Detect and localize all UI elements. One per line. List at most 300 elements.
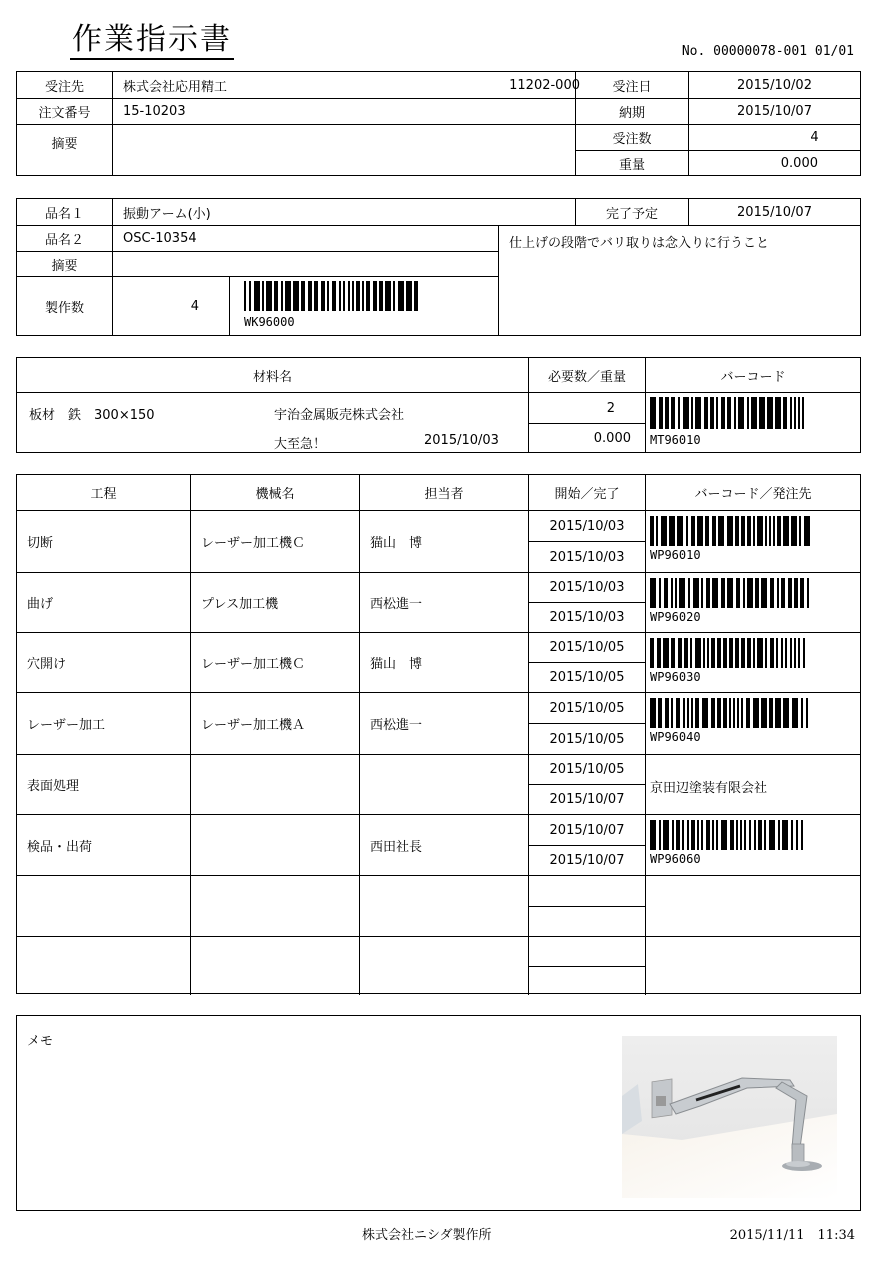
order-date-label: 受注日: [575, 72, 688, 98]
barcode-bar-20: [770, 638, 774, 668]
customer-name: 株式会社応用精工: [112, 72, 432, 98]
process-barcode-cell: [645, 875, 860, 936]
process-start-date: [528, 875, 645, 906]
process-barcode-cell: [645, 936, 860, 995]
barcode-bar-0: [244, 281, 246, 311]
process-start-date: 2015/10/05: [528, 692, 645, 723]
process-step: [17, 936, 190, 995]
barcode-bar-7: [691, 820, 695, 850]
barcode-bar-2: [665, 397, 669, 429]
process-step: 穴開け: [17, 632, 190, 692]
barcode-bar-9: [710, 397, 714, 429]
barcode-bar-1: [658, 698, 662, 728]
customer-label: 受注先: [44, 79, 84, 95]
barcode-bar-25: [806, 698, 808, 728]
barcode-bar-7: [693, 578, 699, 608]
barcode-bar-24: [801, 698, 803, 728]
process-barcode-cell: [645, 510, 860, 572]
barcode-bar-1: [659, 578, 661, 608]
barcode-bar-10: [706, 820, 710, 850]
process-header-dates: 開始／完了: [528, 475, 645, 510]
material-section: [16, 357, 861, 453]
barcode-bar-7: [695, 638, 701, 668]
barcode-bar-13: [736, 578, 740, 608]
barcode-bar-6: [688, 578, 690, 608]
barcode-bar-6: [687, 698, 689, 728]
barcode-bar-8: [704, 397, 708, 429]
barcode-bar-15: [747, 578, 753, 608]
process-end-date: 2015/10/05: [528, 723, 645, 754]
material-barcode-bars: [650, 397, 810, 429]
barcode-bar-16: [740, 820, 742, 850]
process-end-date: 2015/10/07: [528, 845, 645, 875]
process-barcode-text: WP96060: [650, 852, 701, 866]
material-qty: 2: [528, 392, 645, 423]
complete-date: 2015/10/07: [688, 199, 860, 225]
barcode-bar-22: [791, 516, 797, 546]
barcode-bar-0: [650, 516, 654, 546]
barcode-bar-27: [801, 820, 803, 850]
barcode-bar-3: [669, 516, 675, 546]
process-barcode-text: WP96040: [650, 730, 701, 744]
barcode-bar-1: [656, 516, 658, 546]
barcode-bar-17: [348, 281, 350, 311]
barcode-bar-21: [788, 578, 792, 608]
barcode-bar-19: [765, 638, 767, 668]
process-machine: [190, 875, 359, 936]
material-supplier: 宇治金属販売株式会社: [274, 408, 405, 423]
barcode-bar-10: [308, 281, 312, 311]
process-barcode-bars: [650, 516, 810, 546]
barcode-bar-1: [657, 638, 661, 668]
process-step: [17, 875, 190, 936]
barcode-bar-19: [775, 397, 781, 429]
process-barcode-bars: [650, 820, 810, 850]
material-header-name: 材料名: [252, 369, 292, 385]
barcode-bar-12: [735, 516, 739, 546]
process-person: 猫山 博: [359, 510, 528, 572]
process-start-date: 2015/10/03: [528, 510, 645, 541]
barcode-bar-0: [650, 397, 656, 429]
barcode-bar-4: [676, 698, 680, 728]
barcode-bar-15: [753, 516, 755, 546]
barcode-bar-26: [796, 820, 798, 850]
barcode-bar-19: [356, 281, 360, 311]
barcode-bar-22: [781, 638, 783, 668]
barcode-bar-1: [659, 820, 661, 850]
barcode-bar-2: [664, 578, 668, 608]
barcode-bar-3: [671, 638, 675, 668]
barcode-bar-16: [343, 281, 345, 311]
material-urgent: 大至急！: [274, 437, 327, 452]
barcode-bar-23: [778, 820, 780, 850]
barcode-bar-5: [684, 638, 688, 668]
order-summary: [112, 124, 575, 175]
process-barcode-text: WP96010: [650, 548, 701, 562]
barcode-bar-20: [777, 516, 781, 546]
barcode-bar-17: [746, 698, 750, 728]
barcode-bar-6: [690, 638, 692, 668]
barcode-bar-14: [735, 638, 739, 668]
barcode-bar-1: [249, 281, 251, 311]
process-end-date: 2015/10/07: [528, 784, 645, 814]
barcode-bar-17: [761, 578, 767, 608]
make-qty: 4: [112, 276, 229, 335]
barcode-bar-2: [665, 698, 669, 728]
process-section: [16, 474, 861, 994]
barcode-bar-20: [362, 281, 364, 311]
process-header-machine: 機械名: [190, 475, 359, 510]
process-end-date: 2015/10/05: [528, 662, 645, 692]
document-title: 作業指示書: [70, 22, 234, 60]
barcode-bar-2: [663, 638, 669, 668]
barcode-bar-23: [799, 516, 801, 546]
barcode-bar-17: [744, 820, 746, 850]
barcode-bar-4: [677, 516, 683, 546]
barcode-bar-5: [274, 281, 278, 311]
process-barcode-cell: [645, 632, 860, 692]
barcode-bar-6: [691, 397, 693, 429]
process-machine: [190, 936, 359, 995]
product-note: 仕上げの段階でバリ取りは念入りに行うこと: [498, 225, 860, 335]
barcode-bar-8: [697, 820, 699, 850]
barcode-bar-13: [721, 820, 727, 850]
barcode-bar-2: [254, 281, 260, 311]
process-barcode-bars: [650, 578, 810, 608]
barcode-bar-11: [721, 397, 725, 429]
barcode-bar-7: [697, 516, 703, 546]
process-start-date: [528, 936, 645, 966]
process-step: 検品・出荷: [17, 814, 190, 875]
barcode-bar-21: [366, 281, 370, 311]
barcode-bar-10: [716, 397, 718, 429]
process-machine: [190, 754, 359, 814]
barcode-bar-23: [800, 578, 804, 608]
barcode-bar-9: [701, 820, 703, 850]
process-barcode-cell: [645, 692, 860, 754]
po-label: 注文番号: [17, 98, 112, 124]
barcode-bar-19: [777, 578, 779, 608]
barcode-bar-25: [393, 281, 395, 311]
barcode-bar-3: [671, 397, 675, 429]
barcode-bar-24: [782, 820, 788, 850]
barcode-bar-6: [281, 281, 283, 311]
process-barcode-text: WP96030: [650, 670, 701, 684]
barcode-bar-20: [781, 578, 785, 608]
barcode-bar-4: [266, 281, 272, 311]
barcode-bar-3: [671, 698, 673, 728]
product-summary: [112, 251, 498, 276]
barcode-bar-14: [738, 397, 744, 429]
barcode-bar-20: [769, 698, 773, 728]
process-machine: レーザー加工機Ｃ: [190, 632, 359, 692]
barcode-bar-14: [730, 820, 734, 850]
barcode-bar-16: [751, 397, 757, 429]
product-name1: 振動アーム(小): [112, 199, 575, 225]
barcode-bar-21: [776, 638, 778, 668]
barcode-bar-22: [794, 397, 796, 429]
process-machine: プレス加工機: [190, 572, 359, 632]
barcode-bar-12: [321, 281, 325, 311]
memo-label: メモ: [27, 1034, 54, 1049]
barcode-bar-16: [741, 698, 743, 728]
product-summary-label: 摘要: [17, 251, 112, 276]
product-section: [16, 198, 861, 336]
barcode-bar-7: [285, 281, 291, 311]
order-date: 2015/10/02: [688, 72, 860, 98]
barcode-bar-10: [712, 578, 718, 608]
process-person: [359, 754, 528, 814]
barcode-bar-7: [695, 397, 701, 429]
process-machine: レーザー加工機Ａ: [190, 692, 359, 754]
process-person: 西松進一: [359, 572, 528, 632]
barcode-bar-27: [406, 281, 412, 311]
barcode-bar-11: [712, 820, 714, 850]
barcode-bar-18: [770, 578, 774, 608]
barcode-bar-10: [718, 516, 724, 546]
barcode-bar-26: [798, 638, 800, 668]
process-step: 表面処理: [17, 754, 190, 814]
barcode-bar-0: [650, 820, 656, 850]
barcode-bar-14: [733, 698, 735, 728]
process-person: [359, 936, 528, 995]
barcode-bar-15: [737, 698, 739, 728]
barcode-bar-13: [729, 698, 731, 728]
barcode-bar-5: [682, 820, 684, 850]
product-name2-label: 品名２: [17, 225, 112, 251]
barcode-bar-28: [414, 281, 418, 311]
barcode-bar-13: [741, 516, 745, 546]
process-machine: レーザー加工機Ｃ: [190, 510, 359, 572]
document-number: No. 00000078-001 01/01: [681, 44, 854, 59]
order-qty-label: 受注数: [575, 124, 688, 150]
barcode-bar-3: [262, 281, 264, 311]
process-barcode-cell: [645, 814, 860, 875]
barcode-bar-18: [753, 698, 759, 728]
material-weight: 0.000: [528, 423, 645, 452]
barcode-bar-16: [755, 578, 759, 608]
process-start-date: 2015/10/05: [528, 632, 645, 662]
process-barcode-bars: [650, 638, 810, 668]
product-barcode-bars: [244, 281, 419, 311]
product-barcode-text: WK96000: [244, 315, 295, 329]
order-summary-label: 摘要: [17, 124, 112, 175]
barcode-bar-22: [769, 820, 775, 850]
barcode-bar-4: [676, 820, 680, 850]
barcode-bar-10: [711, 698, 715, 728]
process-machine: [190, 814, 359, 875]
barcode-bar-4: [678, 397, 680, 429]
process-person: 猫山 博: [359, 632, 528, 692]
customer-code: 11202-000: [509, 77, 580, 93]
barcode-bar-4: [678, 638, 682, 668]
barcode-bar-9: [712, 516, 716, 546]
barcode-bar-18: [769, 516, 771, 546]
barcode-bar-5: [679, 578, 685, 608]
barcode-bar-12: [723, 638, 727, 668]
barcode-bar-4: [675, 578, 677, 608]
order-qty: 4: [688, 124, 860, 150]
barcode-bar-15: [339, 281, 341, 311]
barcode-bar-18: [352, 281, 354, 311]
barcode-bar-7: [691, 698, 693, 728]
barcode-bar-22: [794, 578, 798, 608]
process-start-date: 2015/10/07: [528, 814, 645, 845]
material-header-barcode: バーコード: [645, 358, 860, 392]
barcode-bar-19: [773, 516, 775, 546]
barcode-bar-24: [807, 578, 809, 608]
barcode-bar-9: [706, 578, 710, 608]
process-start-date: 2015/10/05: [528, 754, 645, 784]
footer-company: 株式会社ニシダ製作所: [362, 1228, 492, 1243]
barcode-bar-20: [783, 397, 787, 429]
barcode-bar-0: [650, 698, 656, 728]
barcode-bar-21: [764, 820, 766, 850]
barcode-bar-23: [379, 281, 383, 311]
barcode-bar-5: [683, 698, 685, 728]
barcode-bar-26: [398, 281, 404, 311]
barcode-bar-5: [686, 516, 688, 546]
barcode-bar-2: [663, 820, 669, 850]
order-section: [16, 71, 861, 176]
barcode-bar-16: [757, 516, 763, 546]
barcode-bar-9: [301, 281, 305, 311]
barcode-bar-9: [702, 698, 708, 728]
barcode-bar-5: [683, 397, 689, 429]
process-barcode-text: WP96020: [650, 610, 701, 624]
barcode-bar-27: [803, 638, 805, 668]
barcode-bar-23: [785, 638, 787, 668]
barcode-bar-3: [672, 820, 674, 850]
process-end-date: 2015/10/03: [528, 541, 645, 572]
barcode-bar-11: [717, 638, 721, 668]
barcode-bar-11: [721, 578, 725, 608]
barcode-bar-15: [747, 397, 749, 429]
barcode-bar-19: [754, 820, 756, 850]
material-date: 2015/10/03: [424, 433, 499, 448]
barcode-bar-6: [691, 516, 695, 546]
due-label: 納期: [575, 98, 688, 124]
material-barcode-cell: [645, 392, 860, 452]
process-vendor: 京田辺塗装有限会社: [650, 781, 768, 796]
complete-label: 完了予定: [575, 199, 688, 225]
barcode-bar-21: [775, 698, 781, 728]
barcode-bar-21: [790, 397, 792, 429]
barcode-bar-10: [711, 638, 715, 668]
barcode-bar-24: [802, 397, 804, 429]
barcode-bar-18: [757, 638, 763, 668]
barcode-bar-11: [717, 698, 721, 728]
process-start-date: 2015/10/03: [528, 572, 645, 602]
barcode-bar-8: [293, 281, 299, 311]
barcode-bar-8: [703, 638, 705, 668]
weight-label: 重量: [575, 150, 688, 175]
barcode-bar-13: [734, 397, 736, 429]
product-photo: [622, 1036, 837, 1198]
material-info: [17, 392, 528, 452]
process-header-barcode: バーコード／発注先: [645, 475, 860, 510]
process-barcode-bars: [650, 698, 810, 728]
barcode-bar-12: [727, 397, 731, 429]
barcode-bar-20: [758, 820, 762, 850]
barcode-bar-0: [650, 578, 656, 608]
process-person: 西田社長: [359, 814, 528, 875]
barcode-bar-18: [749, 820, 751, 850]
process-end-date: 2015/10/03: [528, 602, 645, 632]
barcode-bar-11: [727, 516, 733, 546]
barcode-bar-15: [741, 638, 745, 668]
barcode-bar-8: [695, 698, 699, 728]
barcode-bar-18: [767, 397, 773, 429]
process-header-person: 担当者: [359, 475, 528, 510]
make-qty-label: 製作数: [17, 276, 112, 335]
process-step: 切断: [17, 510, 190, 572]
barcode-bar-21: [783, 516, 789, 546]
product-barcode: [240, 281, 440, 333]
process-header-step: 工程: [90, 487, 117, 502]
barcode-bar-24: [804, 516, 810, 546]
material-header-qty: 必要数／重量: [528, 358, 645, 392]
po-number: 15-10203: [112, 98, 575, 124]
barcode-bar-14: [747, 516, 751, 546]
barcode-bar-19: [761, 698, 767, 728]
process-barcode-cell: [645, 754, 860, 814]
due-date: 2015/10/07: [688, 98, 860, 124]
process-end-date: [528, 966, 645, 995]
barcode-bar-9: [707, 638, 709, 668]
barcode-bar-12: [723, 698, 727, 728]
barcode-bar-14: [743, 578, 745, 608]
barcode-bar-16: [747, 638, 751, 668]
barcode-bar-13: [327, 281, 329, 311]
barcode-bar-3: [671, 578, 673, 608]
process-end-date: [528, 906, 645, 936]
barcode-bar-2: [661, 516, 667, 546]
process-person: [359, 875, 528, 936]
barcode-bar-0: [650, 638, 654, 668]
barcode-bar-17: [753, 638, 755, 668]
barcode-bar-12: [727, 578, 733, 608]
process-barcode-cell: [645, 572, 860, 632]
barcode-bar-11: [314, 281, 318, 311]
barcode-bar-14: [332, 281, 336, 311]
barcode-bar-23: [798, 397, 800, 429]
barcode-bar-13: [729, 638, 733, 668]
barcode-bar-25: [794, 638, 796, 668]
process-step: 曲げ: [17, 572, 190, 632]
barcode-bar-24: [385, 281, 391, 311]
barcode-bar-15: [736, 820, 738, 850]
product-barcode-cell: [229, 276, 498, 335]
barcode-bar-6: [687, 820, 689, 850]
barcode-bar-8: [705, 516, 709, 546]
barcode-bar-17: [765, 516, 767, 546]
barcode-bar-25: [791, 820, 793, 850]
barcode-bar-22: [783, 698, 789, 728]
barcode-bar-8: [701, 578, 703, 608]
process-person: 西松進一: [359, 692, 528, 754]
barcode-bar-12: [716, 820, 718, 850]
process-step: レーザー加工: [17, 692, 190, 754]
product-name2: OSC-10354: [112, 225, 498, 251]
barcode-bar-23: [792, 698, 798, 728]
product-name1-label: 品名１: [44, 206, 84, 222]
footer-datetime: 2015/11/11 11:34: [729, 1228, 855, 1243]
barcode-bar-22: [373, 281, 377, 311]
barcode-bar-24: [790, 638, 792, 668]
barcode-bar-1: [659, 397, 663, 429]
weight: 0.000: [688, 150, 860, 175]
